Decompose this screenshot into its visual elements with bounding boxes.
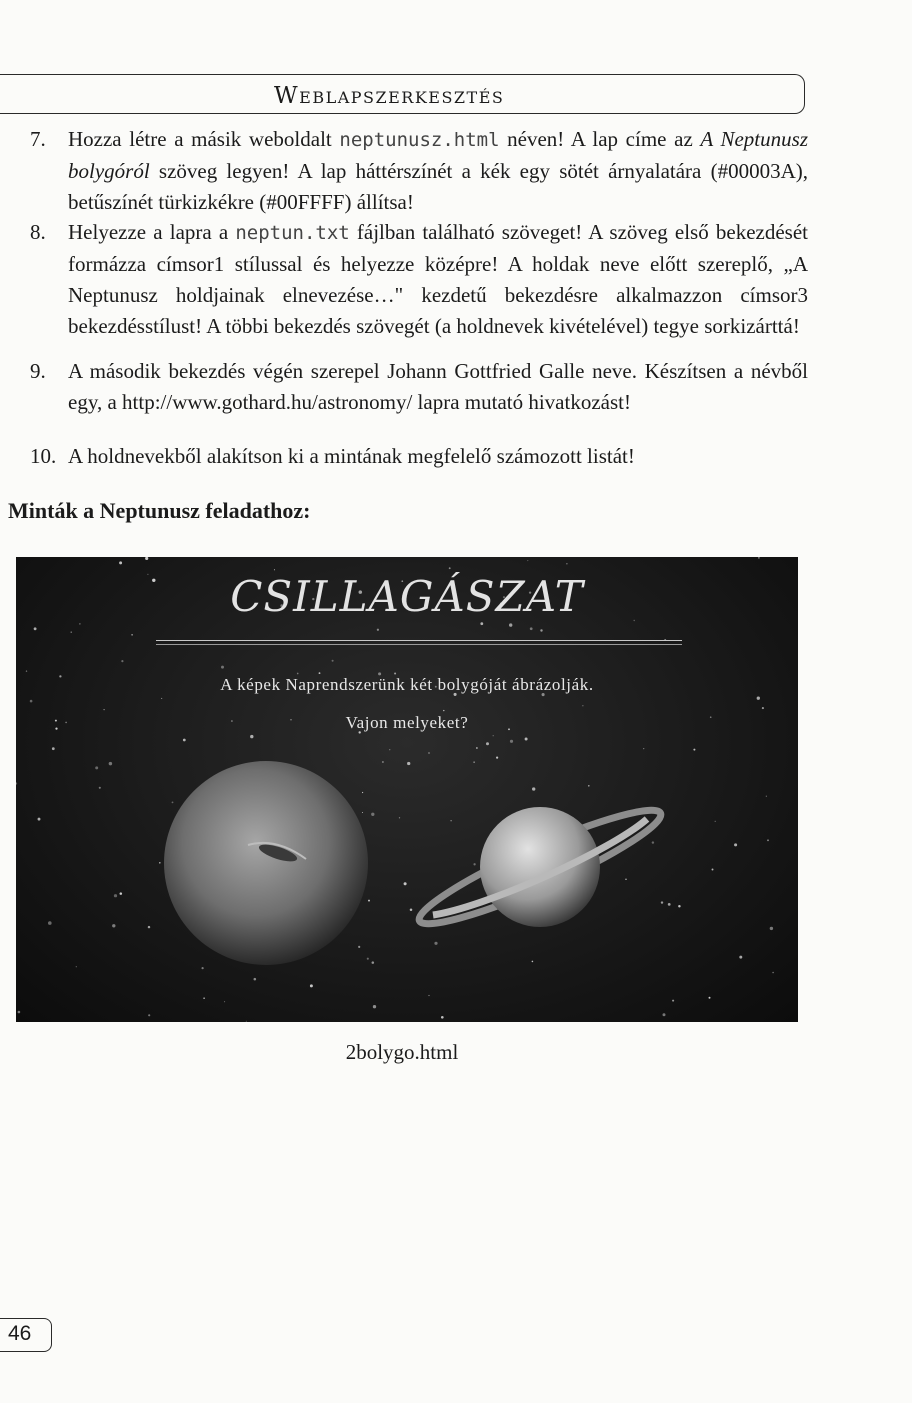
star bbox=[770, 927, 773, 930]
star bbox=[739, 956, 742, 959]
star bbox=[109, 762, 112, 765]
star bbox=[712, 869, 714, 871]
sample-heading: CSILLAGÁSZAT bbox=[230, 572, 584, 621]
star bbox=[221, 666, 224, 669]
page-number: 46 bbox=[8, 1322, 32, 1345]
star bbox=[119, 561, 122, 564]
star bbox=[145, 557, 148, 560]
star bbox=[532, 787, 535, 790]
star bbox=[38, 818, 41, 821]
star bbox=[404, 882, 407, 885]
task-item-8 bbox=[30, 217, 808, 342]
star bbox=[319, 672, 321, 674]
star bbox=[48, 921, 52, 925]
star bbox=[709, 997, 711, 999]
star bbox=[715, 821, 716, 822]
star bbox=[672, 1000, 674, 1002]
stars bbox=[16, 557, 774, 1022]
star bbox=[246, 1021, 247, 1022]
star bbox=[358, 946, 360, 948]
star bbox=[362, 792, 363, 793]
task-item-9 bbox=[30, 356, 808, 418]
star bbox=[310, 984, 313, 987]
starfield-and-planets bbox=[16, 557, 798, 1022]
sample-text-line-2: Vajon melyeket? bbox=[345, 713, 469, 732]
section-title: Minták a Neptunusz feladathoz: bbox=[8, 498, 311, 523]
star bbox=[159, 862, 161, 864]
star bbox=[493, 735, 494, 736]
task-text: Hozza létre a másik weboldalt neptunusz.html néven! A lap címe az A Neptunusz bolygóról szöveg legyen! A lap háttérszínét a kék egy sötét árnyalatára (#00003A), betűszínét türkizkékre (#00FFFF) állítsa! bbox=[68, 127, 808, 214]
italic-title: A Neptunusz bolygóról bbox=[68, 127, 808, 183]
star bbox=[76, 966, 77, 967]
star bbox=[566, 563, 567, 564]
saturn-planet bbox=[411, 795, 668, 939]
star bbox=[362, 812, 363, 813]
star bbox=[762, 707, 764, 709]
star bbox=[428, 752, 429, 753]
star bbox=[450, 820, 451, 821]
star bbox=[172, 801, 174, 803]
star bbox=[434, 942, 437, 945]
star bbox=[734, 843, 737, 846]
star bbox=[26, 670, 27, 671]
star bbox=[367, 958, 369, 960]
star bbox=[527, 560, 528, 561]
star bbox=[767, 839, 769, 841]
star bbox=[476, 747, 478, 749]
star bbox=[428, 995, 429, 996]
star bbox=[661, 901, 663, 903]
star bbox=[368, 900, 370, 902]
star bbox=[693, 749, 695, 751]
task-number: 8. bbox=[30, 220, 46, 244]
filename-code: neptunusz.html bbox=[339, 129, 500, 151]
star bbox=[371, 813, 374, 816]
sample-text-line-1: A képek Naprendszerünk két bolygóját ábrázolják. bbox=[220, 675, 594, 694]
star bbox=[224, 1001, 225, 1002]
star bbox=[373, 1005, 376, 1008]
task-item-10 bbox=[30, 441, 808, 472]
star bbox=[161, 698, 162, 699]
task-number: 7. bbox=[30, 127, 46, 151]
star bbox=[114, 894, 117, 897]
star bbox=[625, 879, 627, 881]
sample-webpage-screenshot bbox=[16, 557, 798, 1022]
star bbox=[540, 629, 542, 631]
star bbox=[52, 747, 55, 750]
star bbox=[79, 623, 80, 624]
star bbox=[71, 631, 72, 632]
star bbox=[18, 1011, 21, 1014]
star bbox=[525, 738, 528, 741]
star bbox=[201, 967, 203, 969]
star bbox=[486, 742, 489, 745]
neptune-planet bbox=[164, 761, 368, 965]
star bbox=[121, 660, 123, 662]
star bbox=[148, 1014, 150, 1016]
star bbox=[588, 785, 590, 787]
star bbox=[480, 622, 483, 625]
task-number: 9. bbox=[30, 359, 46, 383]
star bbox=[758, 557, 760, 559]
star bbox=[443, 710, 444, 711]
star bbox=[772, 972, 774, 974]
star bbox=[509, 623, 512, 626]
star bbox=[441, 1016, 444, 1019]
star bbox=[668, 903, 671, 906]
star bbox=[582, 705, 583, 706]
star bbox=[473, 863, 475, 865]
star bbox=[120, 892, 123, 895]
star bbox=[183, 739, 186, 742]
sample-caption: 2bolygo.html bbox=[345, 1040, 459, 1064]
star bbox=[99, 787, 101, 789]
star bbox=[766, 796, 767, 797]
running-header-title: Weblapszerkesztés bbox=[274, 83, 505, 109]
star bbox=[95, 766, 98, 769]
star bbox=[389, 749, 390, 750]
filename-code: neptun.txt bbox=[235, 222, 350, 244]
task-item-7 bbox=[30, 124, 808, 218]
star bbox=[510, 740, 513, 743]
star bbox=[254, 978, 257, 981]
star bbox=[250, 735, 253, 738]
star bbox=[410, 908, 413, 911]
star bbox=[652, 841, 654, 843]
task-text: A holdnevekből alakítson ki a mintának megfelelő számozott listát! bbox=[68, 444, 635, 468]
star bbox=[678, 905, 680, 907]
star bbox=[112, 924, 115, 927]
star bbox=[332, 660, 334, 662]
star bbox=[473, 761, 474, 762]
star bbox=[496, 757, 498, 759]
star bbox=[131, 634, 133, 636]
sample-horizontal-rule bbox=[156, 640, 682, 645]
star bbox=[372, 961, 375, 964]
star bbox=[148, 926, 150, 928]
task-number: 10. bbox=[30, 444, 57, 468]
star bbox=[274, 569, 275, 570]
star bbox=[30, 700, 33, 703]
star bbox=[203, 997, 205, 999]
star bbox=[377, 629, 379, 631]
star bbox=[757, 697, 760, 700]
star bbox=[399, 817, 400, 818]
star bbox=[16, 782, 17, 784]
star bbox=[34, 627, 37, 630]
star bbox=[530, 627, 533, 630]
star bbox=[532, 961, 534, 963]
star bbox=[382, 761, 384, 763]
task-text: Helyezze a lapra a neptun.txt fájlban található szöveget! A szöveg első bekezdését formázza címsor1 stílussal és helyezze középre! A holdak neve előtt szereplő, „A Neptunusz holdjainak elnevezése…" kezdetű bekezdésre alkalmazzon címsor3 bekezdésstílust! A többi bekezdés szövegét (a holdnevek kivételével) tegye sorkizárttá! bbox=[68, 220, 808, 338]
star bbox=[407, 762, 410, 765]
star bbox=[449, 567, 451, 569]
star bbox=[103, 709, 104, 710]
task-text: A második bekezdés végén szerepel Johann Gottfried Galle neve. Készítsen a névből egy, a http://www.gothard.hu/astronomy/ lapra mutató hivatkozást! bbox=[68, 359, 808, 414]
star bbox=[643, 748, 644, 749]
star bbox=[663, 1013, 666, 1016]
